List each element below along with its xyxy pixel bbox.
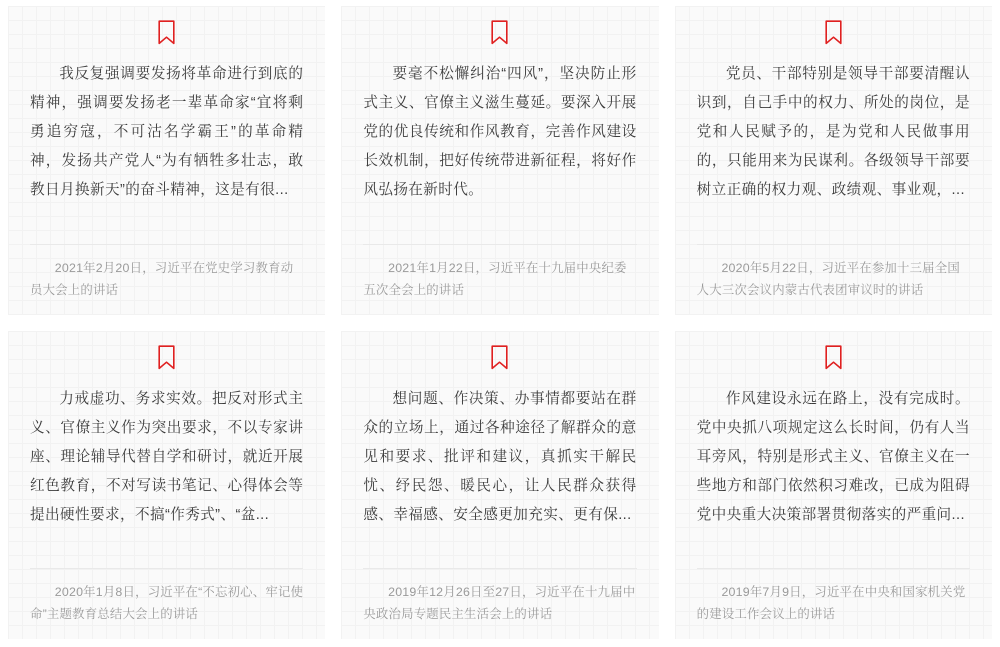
bookmark-row: [30, 345, 303, 385]
quote-card[interactable]: [8, 331, 325, 640]
quote-source: 2021年1月22日，习近平在十九届中央纪委五次全会上的讲话: [363, 260, 627, 297]
quote-source: 2021年2月20日，习近平在党史学习教育动员大会上的讲话: [30, 260, 294, 297]
quote-card[interactable]: [675, 6, 992, 315]
bookmark-icon: [491, 20, 508, 45]
spacer: [30, 205, 303, 244]
bookmark-icon: [158, 345, 175, 370]
spacer: [697, 205, 970, 244]
bookmark-row: [363, 345, 636, 385]
spacer: [697, 530, 970, 569]
bookmark-icon: [491, 345, 508, 370]
quote-source: 2019年7月9日，习近平在中央和国家机关党的建设工作会议上的讲话: [696, 585, 966, 621]
bookmark-icon: [825, 345, 842, 370]
quote-card[interactable]: [8, 6, 325, 315]
quote-card[interactable]: [341, 6, 658, 315]
bookmark-row: [697, 20, 970, 60]
quote-source: 2020年5月22日，习近平在参加十三届全国人大三次会议内蒙古代表团审议时的讲话: [696, 260, 960, 297]
bookmark-row: [363, 20, 636, 60]
spacer: [363, 530, 636, 569]
quote-text: 想问题、作决策、办事情都要站在群众的立场上，通过各种途径了解群众的意见和要求、批评和建议，真抓实干解民忧、纾民怨、暖民心，让人民群众获得感、幸福感、安全感更加充实、更有保...: [363, 390, 637, 523]
quote-text: 力戒虚功、务求实效。把反对形式主义、官僚主义作为突出要求，不以专家讲座、理论辅导代替自学和研讨，就近开展红色教育，不对写读书笔记、心得体会等提出硬性要求，不搞“作秀式”、“盆...: [30, 390, 304, 523]
bookmark-row: [697, 345, 970, 385]
bookmark-row: [30, 20, 303, 60]
bookmark-icon: [825, 20, 842, 45]
divider: [30, 244, 303, 245]
quote-text: 我反复强调要发扬将革命进行到底的精神，强调要发扬老一辈革命家“宜将剩勇追穷寇，不可沽名学霸王”的革命精神，发扬共产党人“为有牺牲多壮志，敢教日月换新天”的奋斗精神，这是有很...: [30, 66, 304, 198]
divider: [363, 244, 636, 245]
quote-card[interactable]: [675, 331, 992, 640]
quote-card[interactable]: [341, 331, 658, 640]
quote-source: 2020年1月8日，习近平在“不忘初心、牢记使命”主题教育总结大会上的讲话: [30, 585, 304, 621]
quote-source: 2019年12月26日至27日，习近平在十九届中央政治局专题民主生活会上的讲话: [363, 585, 636, 621]
quote-text: 要毫不松懈纠治“四风”，坚决防止形式主义、官僚主义滋生蔓延。要深入开展党的优良传统和作风教育，完善作风建设长效机制，把好传统带进新征程，将好作风弘扬在新时代。: [363, 66, 637, 198]
quote-text: 党员、干部特别是领导干部要清醒认识到，自己手中的权力、所处的岗位，是党和人民赋予的，是为党和人民做事用的，只能用来为民谋利。各级领导干部要树立正确的权力观、政绩观、事业观，...: [696, 66, 970, 198]
spacer: [363, 205, 636, 244]
divider: [697, 568, 970, 569]
quote-text: 作风建设永远在路上，没有完成时。党中央抓八项规定这么长时间，仍有人当耳旁风，特别是形式主义、官僚主义在一些地方和部门依然积习难改，已成为阻碍党中央重大决策部署贯彻落实的严重问...: [696, 390, 970, 523]
bookmark-icon: [158, 20, 175, 45]
spacer: [30, 530, 303, 569]
divider: [30, 568, 303, 569]
divider: [697, 244, 970, 245]
divider: [363, 568, 636, 569]
